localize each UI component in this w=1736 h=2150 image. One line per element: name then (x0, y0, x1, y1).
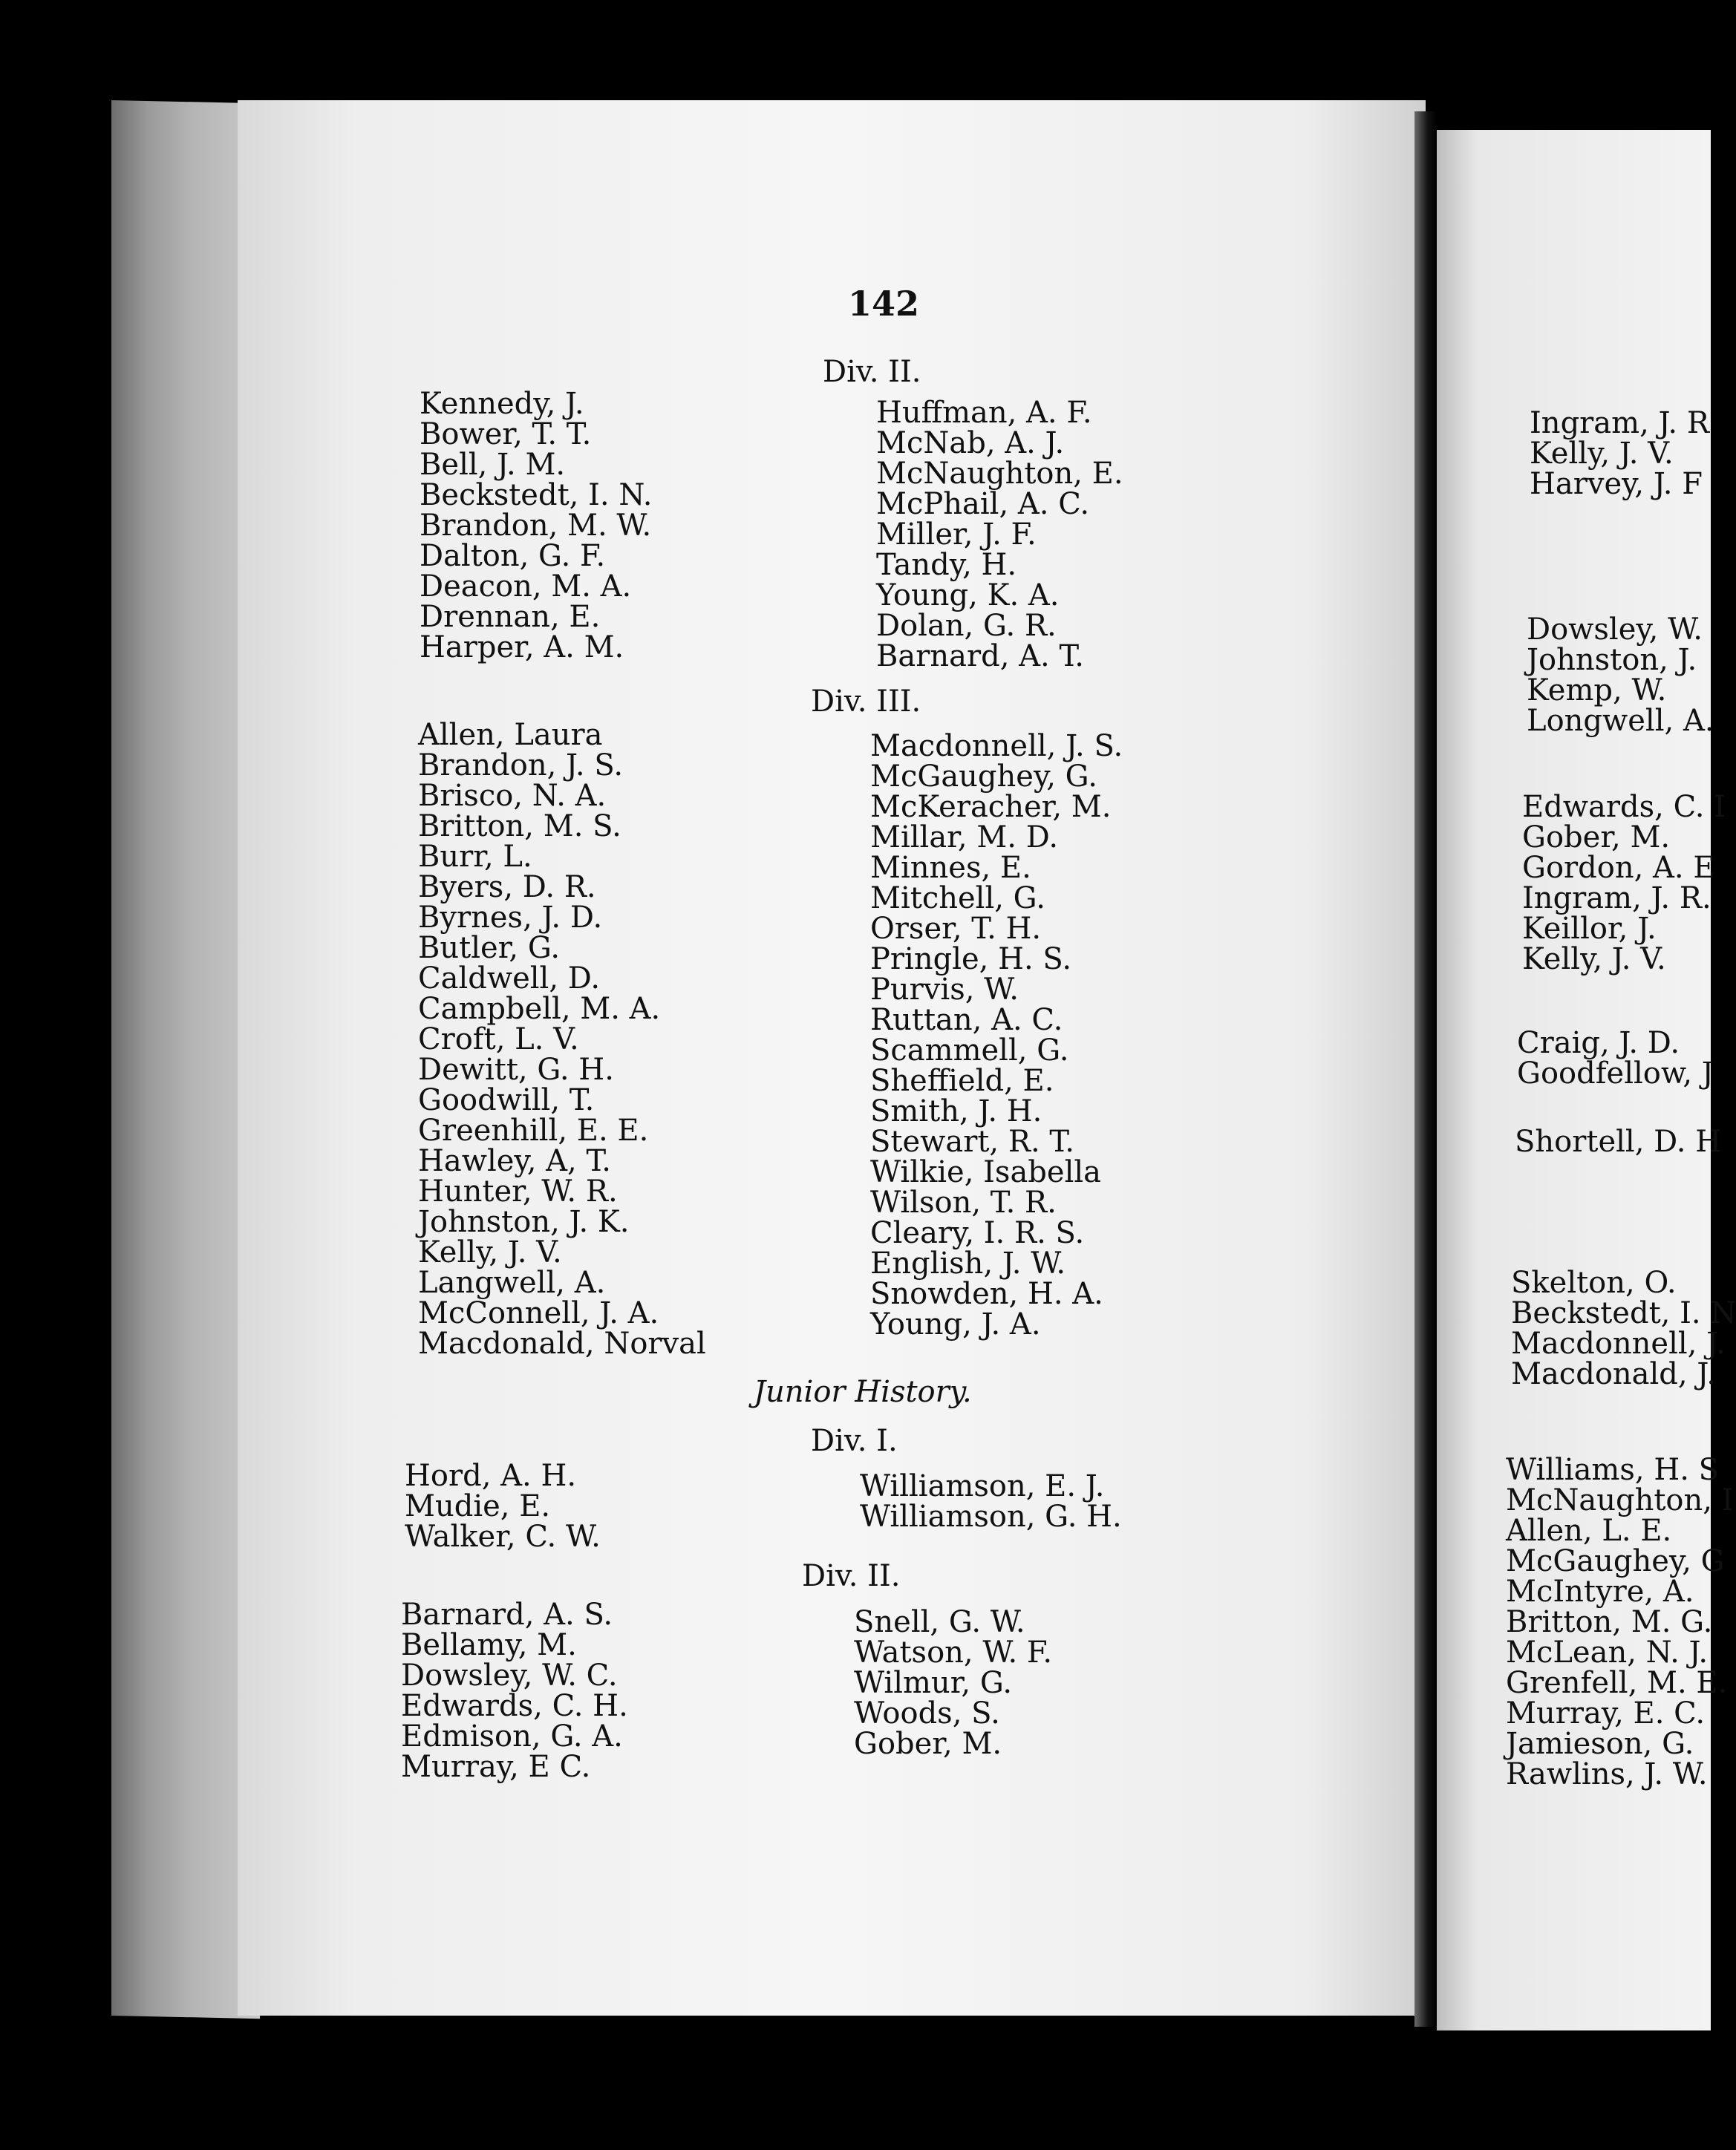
list-item: Wilkie, Isabella (870, 1155, 1102, 1189)
list-item: McNaughton, I (1506, 1483, 1734, 1517)
list-item: Brandon, M. W. (420, 509, 652, 543)
list-item: Allen, L. E. (1506, 1514, 1672, 1548)
list-item: Woods, S. (854, 1696, 1000, 1731)
right-group-7 (1506, 1455, 1733, 1790)
list-item: Barnard, A. T. (876, 639, 1084, 673)
list-item: Butler, G. (418, 931, 561, 965)
list-item: Hawley, A, T. (418, 1144, 611, 1178)
right-group-5 (1515, 1127, 1721, 1157)
list-item: Caldwell, D. (418, 961, 601, 996)
list-item: Minnes, E. (870, 851, 1031, 885)
list-item: Edwards, C. I (1522, 790, 1726, 824)
list-item: Walker, C. W. (405, 1520, 601, 1554)
list-item: Dewitt, G. H. (418, 1053, 614, 1087)
list-item: Langwell, A. (418, 1266, 606, 1300)
list-item: Harvey, J. F (1530, 467, 1703, 501)
list-item: Murray, E C. (401, 1750, 591, 1784)
list-item: Greenhill, E. E. (418, 1114, 649, 1148)
list-item: Wilmur, G. (854, 1666, 1013, 1700)
list-item: Kelly, J. V. (1522, 942, 1666, 976)
left-group-1 (420, 389, 652, 663)
list-item: Smith, J. H. (870, 1094, 1042, 1128)
list-item: Ingram, J. R. (1522, 881, 1711, 915)
list-item: Bower, T. T. (420, 417, 592, 451)
list-item: Snowden, H. A. (870, 1277, 1103, 1311)
list-item: Kelly, J. V. (418, 1235, 562, 1270)
list-item: Watson, W. F. (854, 1636, 1053, 1670)
list-item: Sheffield, E. (870, 1064, 1054, 1098)
jh-div-1-list (860, 1471, 1122, 1532)
list-item: Macdonnell, J. (1511, 1327, 1726, 1361)
list-item: Jamieson, G. (1506, 1727, 1694, 1761)
list-item: McGaughey, G. (870, 759, 1097, 794)
list-item: Snell, G. W. (854, 1605, 1025, 1639)
list-item: Murray, E. C. (1506, 1696, 1706, 1731)
list-item: Barnard, A. S. (401, 1598, 613, 1632)
list-item: Mudie, E. (405, 1489, 551, 1523)
list-item: Purvis, W. (870, 973, 1019, 1007)
right-group-1 (1530, 408, 1709, 500)
list-item: McGaughey, G (1506, 1544, 1725, 1578)
list-item: Edmison, G. A. (401, 1719, 623, 1754)
list-item: Pringle, H. S. (870, 942, 1072, 976)
list-item: Gordon, A. E (1522, 851, 1715, 885)
list-item: Kelly, J. V. (1530, 437, 1674, 471)
right-group-4 (1517, 1028, 1714, 1089)
list-item: Wilson, T. R. (870, 1186, 1057, 1220)
list-item: Rawlins, J. W. (1506, 1757, 1708, 1791)
list-item: McConnell, J. A. (418, 1296, 659, 1330)
list-item: Beckstedt, I. N. (420, 478, 653, 512)
list-item: Scammell, G. (870, 1033, 1069, 1068)
list-item: Young, K. A. (876, 578, 1060, 612)
list-item: Cleary, I. R. S. (870, 1216, 1085, 1250)
list-item: Ruttan, A. C. (870, 1003, 1063, 1037)
junior-history-heading: Junior History. (754, 1375, 972, 1409)
div-3-list (870, 731, 1123, 1340)
list-item: Miller, J. F. (876, 517, 1037, 552)
jh-div-2-heading: Div. II. (802, 1559, 901, 1593)
list-item: Goodwill, T. (418, 1083, 595, 1117)
list-item: Dalton, G. F. (420, 539, 606, 573)
list-item: Kennedy, J. (420, 387, 584, 421)
list-item: Gober, M. (1522, 820, 1671, 855)
list-item: Longwell, A. (1527, 704, 1714, 738)
list-item: Stewart, R. T. (870, 1125, 1074, 1159)
left-group-3 (405, 1461, 601, 1552)
list-item: Johnston, J. K. (418, 1205, 630, 1239)
list-item: Byers, D. R. (418, 870, 596, 904)
list-item: Skelton, O. (1511, 1266, 1677, 1300)
list-item: Burr, L. (418, 840, 532, 874)
list-item: McNaughton, E. (876, 457, 1123, 491)
list-item: Harper, A. M. (420, 630, 624, 664)
right-group-2 (1527, 612, 1714, 738)
list-item: Drennan, E. (420, 600, 601, 634)
list-item: Byrnes, J. D. (418, 901, 603, 935)
list-item: Dolan, G. R. (876, 609, 1057, 643)
list-item: Williamson, G. H. (860, 1500, 1122, 1534)
div-3-heading: Div. III. (811, 684, 921, 719)
list-item: Deacon, M. A. (420, 569, 632, 604)
list-item: Brandon, J. S. (418, 748, 624, 782)
right-group-3 (1522, 792, 1726, 975)
left-group-2 (418, 720, 706, 1359)
list-item: Williamson, E. J. (860, 1469, 1105, 1503)
list-item: Bell, J. M. (420, 448, 566, 482)
list-item: Macdonald, J. (1511, 1357, 1716, 1391)
list-item: McIntyre, A. (1506, 1575, 1694, 1609)
list-item: Brisco, N. A. (418, 779, 607, 813)
list-item: Craig, J. D. (1517, 1026, 1680, 1060)
list-item: Young, J. A. (870, 1307, 1041, 1342)
div-2-list (876, 398, 1123, 672)
list-item: Mitchell, G. (870, 881, 1045, 915)
jh-div-2-list (854, 1607, 1052, 1759)
list-item: Dowsley, W. (1527, 612, 1703, 647)
list-item: Ingram, J. R (1530, 406, 1709, 440)
list-item: Edwards, C. H. (401, 1689, 628, 1723)
list-item: English, J. W. (870, 1246, 1066, 1281)
list-item: McKeracher, M. (870, 790, 1112, 824)
list-item: Johnston, J. (1527, 643, 1697, 677)
list-item: Millar, M. D. (870, 820, 1059, 855)
list-item: Tandy, H. (876, 548, 1017, 582)
list-item: Shortell, D. H (1515, 1125, 1722, 1159)
list-item: Macdonnell, J. S. (870, 729, 1123, 763)
list-item: Gober, M. (854, 1727, 1002, 1761)
list-item: Hunter, W. R. (418, 1174, 618, 1209)
list-item: Goodfellow, J (1517, 1056, 1714, 1091)
list-item: Hord, A. H. (405, 1459, 577, 1493)
list-item: Huffman, A. F. (876, 396, 1092, 430)
list-item: Croft, L. V. (418, 1022, 579, 1056)
div-2-heading: Div. II. (823, 355, 921, 389)
list-item: Beckstedt, I. N (1511, 1296, 1736, 1330)
list-item: Campbell, M. A. (418, 992, 661, 1026)
list-item: McNab, A. J. (876, 426, 1065, 460)
left-group-4 (401, 1600, 628, 1783)
list-item: Macdonald, Norval (418, 1327, 706, 1361)
list-item: Bellamy, M. (401, 1628, 577, 1662)
list-item: McPhail, A. C. (876, 487, 1090, 521)
right-group-6 (1511, 1268, 1736, 1390)
page-number: 142 (848, 284, 920, 324)
list-item: McLean, N. J. (1506, 1636, 1709, 1670)
list-item: Kemp, W. (1527, 673, 1667, 708)
list-item: Grenfell, M. E. (1506, 1666, 1728, 1700)
list-item: Allen, Laura (418, 718, 603, 752)
list-item: Orser, T. H. (870, 912, 1042, 946)
list-item: Dowsley, W. C. (401, 1659, 618, 1693)
list-item: Williams, H. S (1506, 1453, 1720, 1487)
book-gutter (1414, 111, 1437, 2027)
list-item: Keillor, J. (1522, 912, 1657, 946)
list-item: Britton, M. G. (1506, 1605, 1713, 1639)
jh-div-1-heading: Div. I. (811, 1424, 898, 1458)
list-item: Britton, M. S. (418, 809, 621, 843)
